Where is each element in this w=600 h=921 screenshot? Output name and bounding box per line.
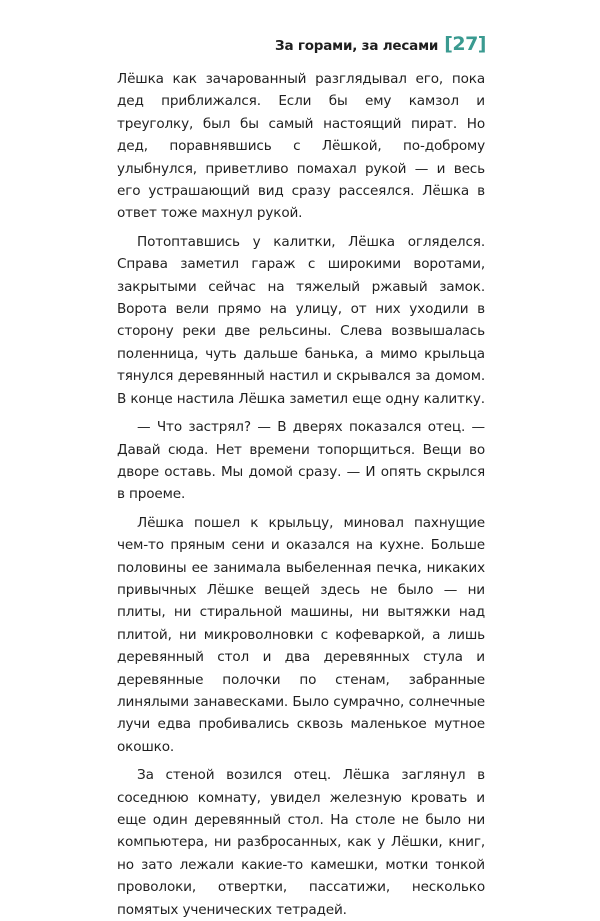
running-title: За горами, за лесами xyxy=(275,38,439,54)
paragraph-4: Лёшка пошел к крыльцу, миновал пахнущие чем-то пряным сени и оказался на кухне. Больше половины ее занимала выбеленная печка, никаких привычных Лёшке вещей здесь не было — ни плиты, ни стиральной машины, ни вытяжки над плитой, ни микроволновки с кофеваркой, а лишь деревянный стол и два деревянных стула и деревянные полочки по стенам, забранные линялыми занавесками. Было сумрачно, солнечные лучи едва пробивались сквозь маленькое мутное окошко. xyxy=(117,514,485,755)
page-number: [27] xyxy=(444,33,486,55)
paragraph-5: За стеной возился отец. Лёшка заглянул в соседнюю комнату, увидел железную кровать и еще один деревянный стол. На столе не было ни компьютера, ни разбросанных, как у Лёшки, книг, но зато лежали какие-то камешки, мотки тонкой проволоки, отвертки, пассатижи, несколько помятых ученических тетрадей. xyxy=(117,767,485,918)
body-text xyxy=(117,68,485,921)
paragraph-3: — Что застрял? — В дверях показался отец. — Давай сюда. Нет времени топорщиться. Вещи во дворе оставь. Мы домой сразу. — И опять скрылся в проеме. xyxy=(117,419,485,503)
paragraph-2: Потоптавшись у калитки, Лёшка огляделся. Справа заметил гараж с широкими воротами, закрытыми сейчас на тяжелый ржавый замок. Ворота вели прямо на улицу, от них уходили в сторону реки две рельсины. Слева возвышалась поленница, чуть дальше банька, а мимо крыльца тянулся деревянный настил и скрывался за домом. В конце настила Лёшка заметил еще одну калитку. xyxy=(117,233,485,407)
paragraph-1: Лёшка как зачарованный разглядывал его, пока дед приближался. Если бы ему камзол и треуголку, был бы самый настоящий пират. Но дед, поравнявшись с Лёшкой, по-доброму улыбнулся, приветливо помахал рукой — и весь его устрашающий вид сразу рассеялся. Лёшка в ответ тоже махнул рукой. xyxy=(117,71,485,222)
running-header xyxy=(275,33,486,55)
